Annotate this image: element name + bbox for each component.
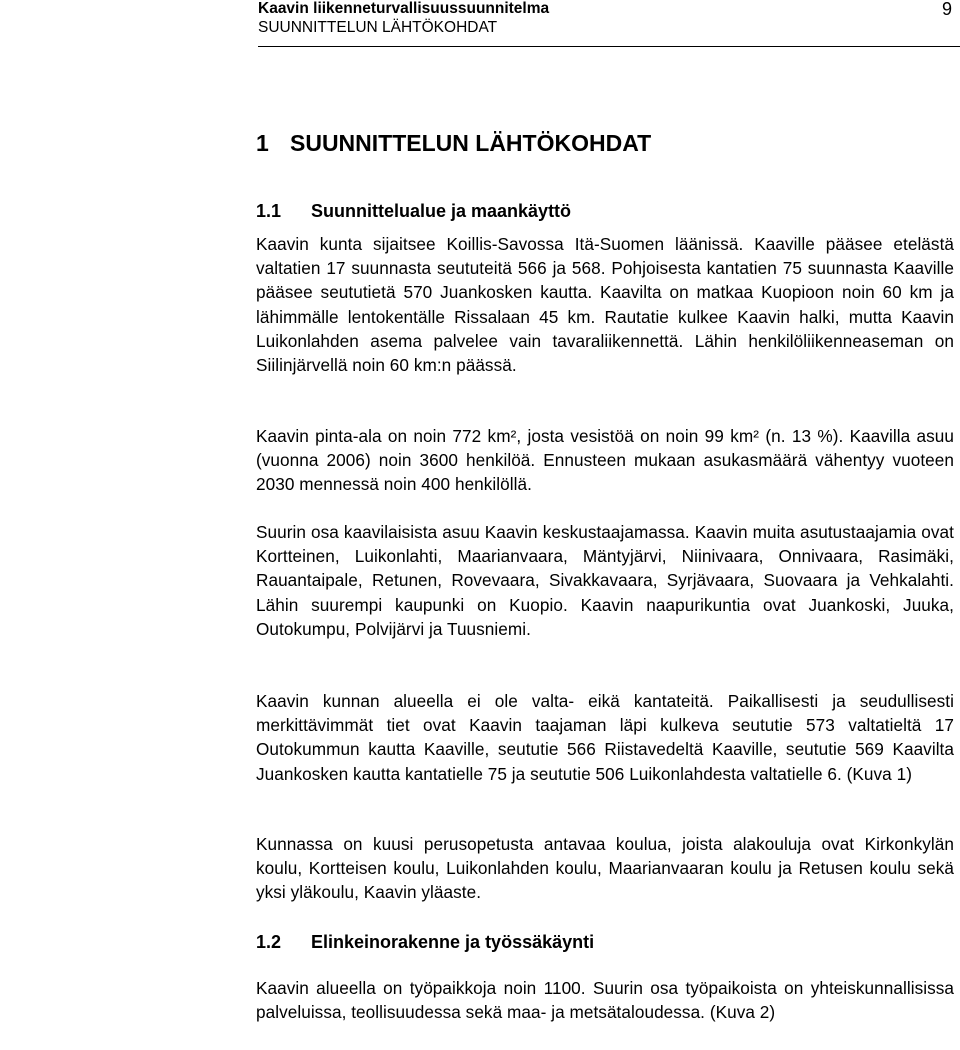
page-header [258, 0, 960, 47]
chapter-number: 1 [256, 130, 269, 156]
paragraph: Kaavin alueella on työpaikkoja noin 1100. Suurin osa työpaikoista on yhteiskunnallisissa palveluissa, teollisuudessa sekä maa- ja metsätaloudessa. (Kuva 2) [256, 978, 954, 1023]
section-heading-1-1 [256, 199, 571, 223]
paragraph: Suurin osa kaavilaisista asuu Kaavin keskustaajamassa. Kaavin muita asutustaajamia ovat Kortteinen, Luikonlahti, Maarianvaara, Mäntyjärvi, Niinivaara, Onnivaara, Rasimäki, Rauantaipale, Retunen, Rovevaara, Sivakkavaara, Syrjävaara, Suovaara ja Vehkalahti. Lähin suurempi kaupunki on Kuopio. Kaavin naapurikuntia ovat Juankoski, Juuka, Outokumpu, Polvijärvi ja Tuusniemi. [256, 522, 954, 639]
section-heading-1-2 [256, 930, 594, 954]
section-number: 1.1 [256, 201, 282, 221]
paragraph: Kaavin kunnan alueella ei ole valta- eikä kantateitä. Paikallisesti ja seudullisesti merkittävimmät tiet ovat Kaavin taajaman läpi kulkeva seututie 573 valtatieltä 17 Outokummun kautta Kaaville, seututie 566 Riistavedeltä Kaaville, seututie 569 Kaavilta Juankosken kautta kantatielle 75 ja seututie 506 Luikonlahdesta valtatielle 6. (Kuva 1) [256, 691, 954, 784]
page-number: 9 [941, 0, 952, 19]
document-subtitle: SUUNNITTELUN LÄHTÖKOHDAT [258, 19, 498, 36]
chapter-title: SUUNNITTELUN LÄHTÖKOHDAT [290, 130, 652, 156]
section-title: Suunnittelualue ja maankäyttö [311, 201, 572, 221]
paragraph: Kaavin kunta sijaitsee Koillis-Savossa Itä-Suomen läänissä. Kaaville pääsee etelästä valtatien 17 suunnasta seututeitä 566 ja 568. Pohjoisesta kantatien 75 suunnasta Kaaville pääsee seututietä 570 Juankosken kautta. Kaavilta on matkaa Kuopioon noin 60 km ja lähimmälle lentokentälle Rissalaan 45 km. Rautatie kulkee Kaavin halki, mutta Kaavin Luikonlahden asema palvelee vain tavaraliikennettä. Lähin henkilöliikenneaseman on Siilinjärvellä noin 60 km:n päässä. [256, 234, 954, 376]
document-title: Kaavin liikenneturvallisuussuunnitelma [258, 0, 550, 17]
chapter-heading [256, 129, 651, 157]
paragraph: Kaavin pinta-ala on noin 772 km², josta vesistöä on noin 99 km² (n. 13 %). Kaavilla asuu (vuonna 2006) noin 3600 henkilöä. Ennusteen mukaan asukasmäärä vähentyy vuoteen 2030 mennessä noin 400 henkilöllä. [256, 426, 954, 495]
paragraph: Kunnassa on kuusi perusopetusta antavaa koulua, joista alakouluja ovat Kirkonkylän koulu, Kortteisen koulu, Luikonlahden koulu, Maarianvaaran koulu ja Retusen koulu sekä yksi yläkoulu, Kaavin yläaste. [256, 834, 954, 903]
section-title: Elinkeinorakenne ja työssäkäynti [311, 932, 595, 952]
section-number: 1.2 [256, 932, 282, 952]
